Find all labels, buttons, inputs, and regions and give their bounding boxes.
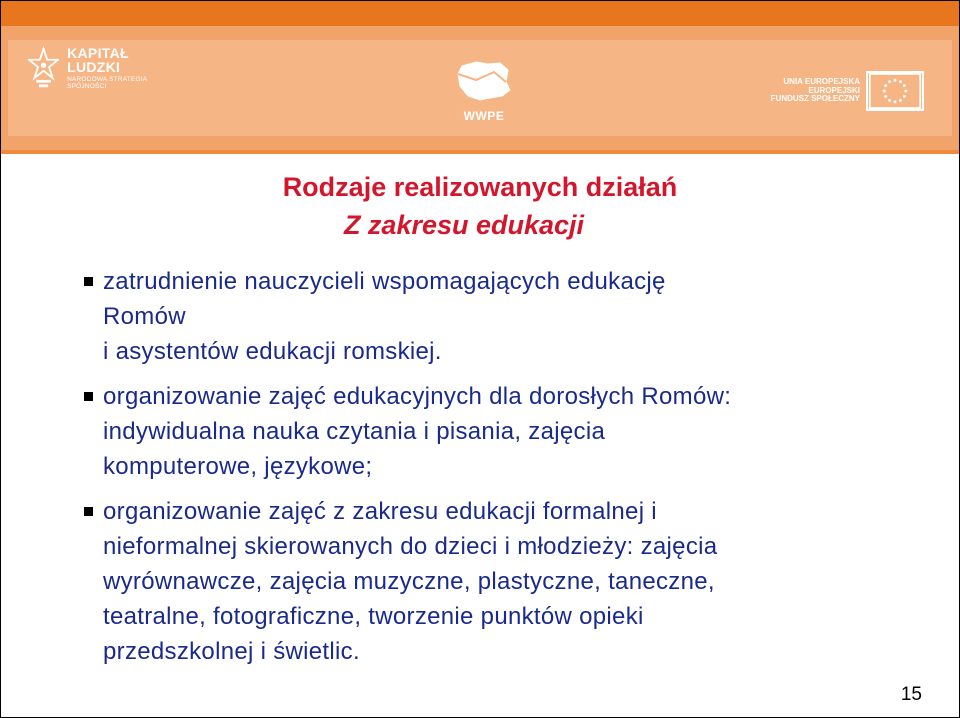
- page-number: 15: [900, 684, 922, 705]
- eu-line-3: FUNDUSZ SPOŁECZNY: [770, 94, 860, 104]
- wwpe-label: WWPE: [463, 109, 505, 123]
- bullet-text: zatrudnienie nauczycieli wspomagających edukację Romów i asystentów edukacji romskiej.: [103, 268, 666, 365]
- eu-line-1: UNIA EUROPEJSKA: [783, 77, 860, 87]
- eu-line-2: EUROPEJSKI: [808, 85, 860, 95]
- kapital-ludzki-subtitle: NARODOWA STRATEGIA SPÓJNOŚCI: [67, 76, 147, 90]
- slide-title: Rodzaje realizowanych działań: [282, 172, 678, 202]
- bullet-text: organizowanie zajęć z zakresu edukacji formalnej i nieformalnej skierowanych do dzieci i młodzieży: zajęcia wyrównawcze, zajęcia muzyczne, plastyczne, taneczne, teatralne, fotograficzne, tworzenie punktów opieki przedszkolnej i świetlic.: [103, 498, 718, 665]
- bullet-text: organizowanie zajęć edukacyjnych dla dorosłych Romów: indywidualna nauka czytania i pisania, zajęcia komputerowe, językowe;: [103, 383, 732, 480]
- slide-subtitle-text: Z zakresu edukacji: [343, 210, 585, 240]
- kapital-ludzki-title: KAPITAŁ LUDZKI: [67, 45, 129, 75]
